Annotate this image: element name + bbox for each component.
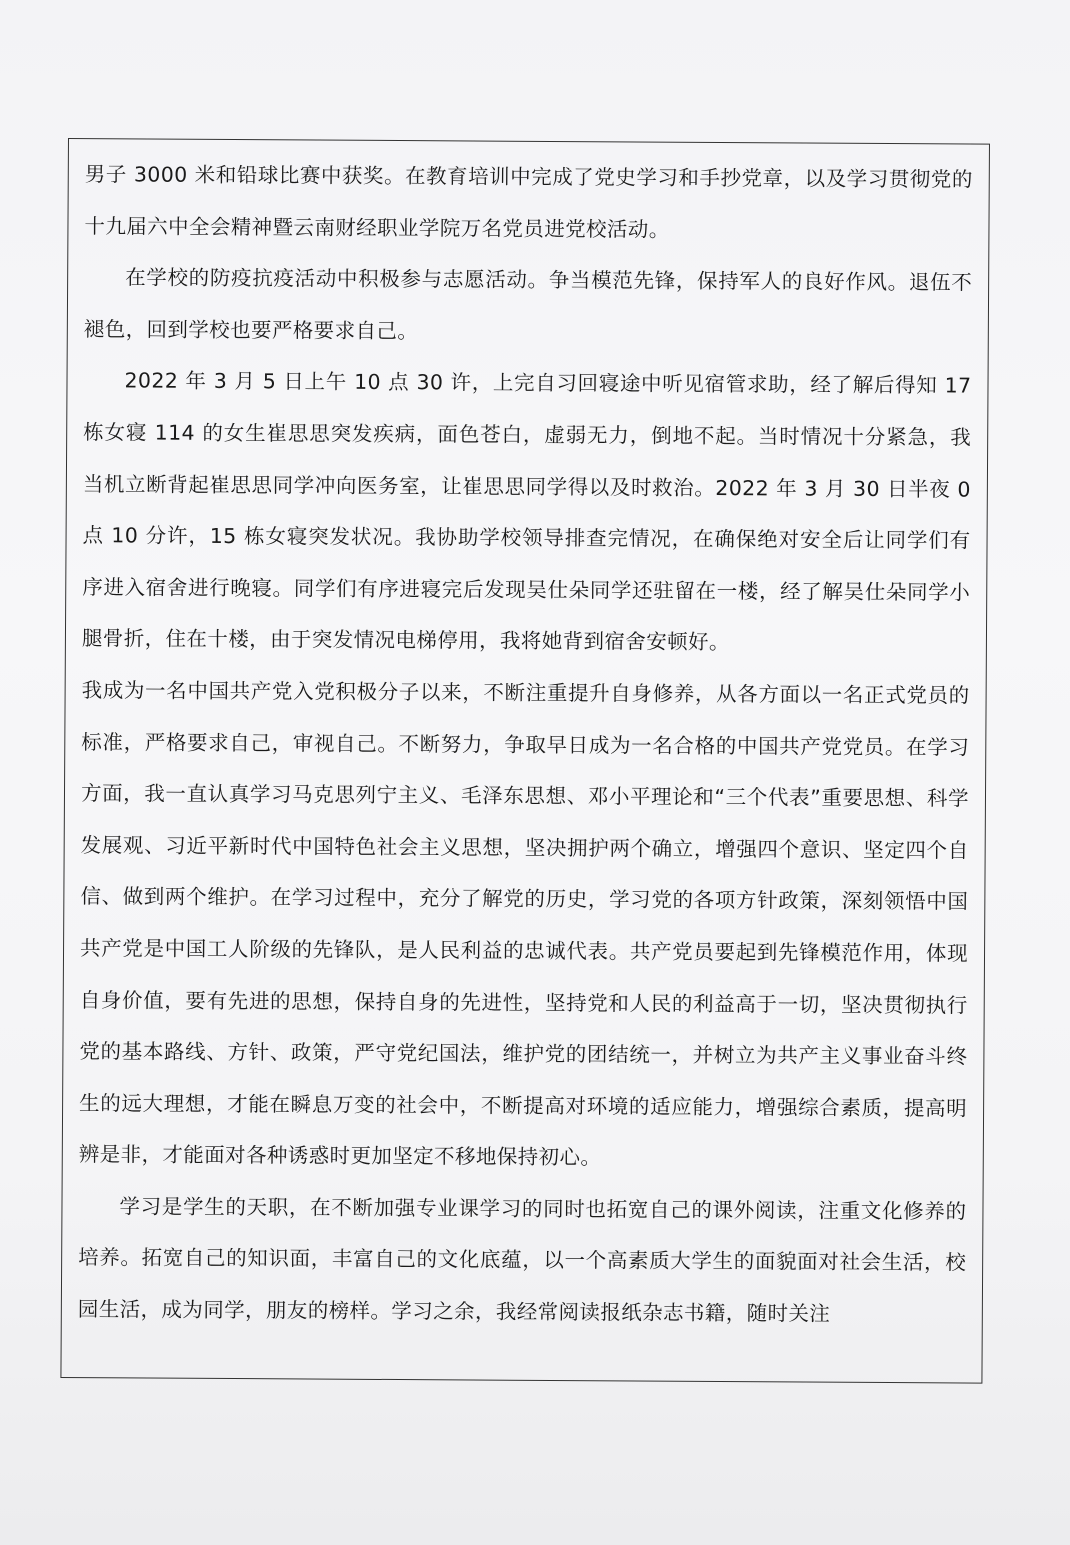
paragraph-epidemic-volunteer: 在学校的防疫抗疫活动中积极参与志愿活动。争当模范先锋，保持军人的良好作风。退伍不褪色，回到学校也要严格要求自己。 [83,265,973,343]
paragraph-party-activist: 我成为一名中国共产党入党积极分子以来，不断注重提升自身修养，从各方面以一名正式党员的标准，严格要求自己，审视自己。不断努力，争取早日成为一名合格的中国共产党党员。在学习方面，我一直认真学习马克思列宁主义、毛泽东思想、邓小平理论和“三个代表”重要思想、科学发展观、习近平新时代中国特色社会主义思想，坚决拥护两个确立，增强四个意识、坚定四个自信、做到两个维护。在学习过程中，充分了解党的历史，学习党的各项方针政策，深刻领悟中国共产党是中国工人阶级的先锋队，是人民利益的忠诚代表。共产党员要起到先锋模范作用，体现自身价值，要有先进的思想，保持自身的先进性，坚持党和人民的利益高于一切，坚决贯彻执行党的基本路线、方针、政策，严守党纪国法，维护党的团结统一，并树立为共产主义事业奋斗终生的远大理想，才能在瞬息万变的社会中，不断提高对环境的适应能力，增强综合素质，提高明辨是非，才能面对各种诱惑时更加坚定不移地保持初心。 [78,678,970,1170]
paragraph-awards-training: 男子 3000 米和铅球比赛中获奖。在教育培训中完成了党史学习和手抄党章，以及学习贯彻党的十九届六中全会精神暨云南财经职业学院万名党员进党校活动。 [84,162,973,242]
paragraph-study: 学习是学生的天职，在不断加强专业课学习的同时也拓宽自己的课外阅读，注重文化修养的培养。拓宽自己的知识面，丰富自己的文化底蕴，以一个高素质大学生的面貌面对社会生活，校园生活，成为同学，朋友的榜样。学习之余，我经常阅读报纸杂志书籍，随时关注 [77,1194,967,1326]
document-body [78,149,973,1341]
paragraph-rescue-events: 2022 年 3 月 5 日上午 10 点 30 许，上完自习回寝途中听见宿管求助，经了解后得知 17 栋女寝 114 的女生崔思思突发疾病，面色苍白，虚弱无力，倒地不起。当时情况十分紧急，我当机立断背起崔思思同学冲向医务室，让崔思思同学得以及时救治。2022 年 3 月 30 日半夜 0 点 10 分许，15 栋女寝突发状况。我协助学校领导排查完情况，在确保绝对安全后让同学们有序进入宿舍进行晚寝。同学们有序进寝完后发现吴仕朵同学还驻留在一楼，经了解吴仕朵同学小腿骨折，住在十楼，由于突发情况电梯停用，我将她背到宿舍安顿好。 [81,368,972,655]
text-frame [60,138,990,1384]
